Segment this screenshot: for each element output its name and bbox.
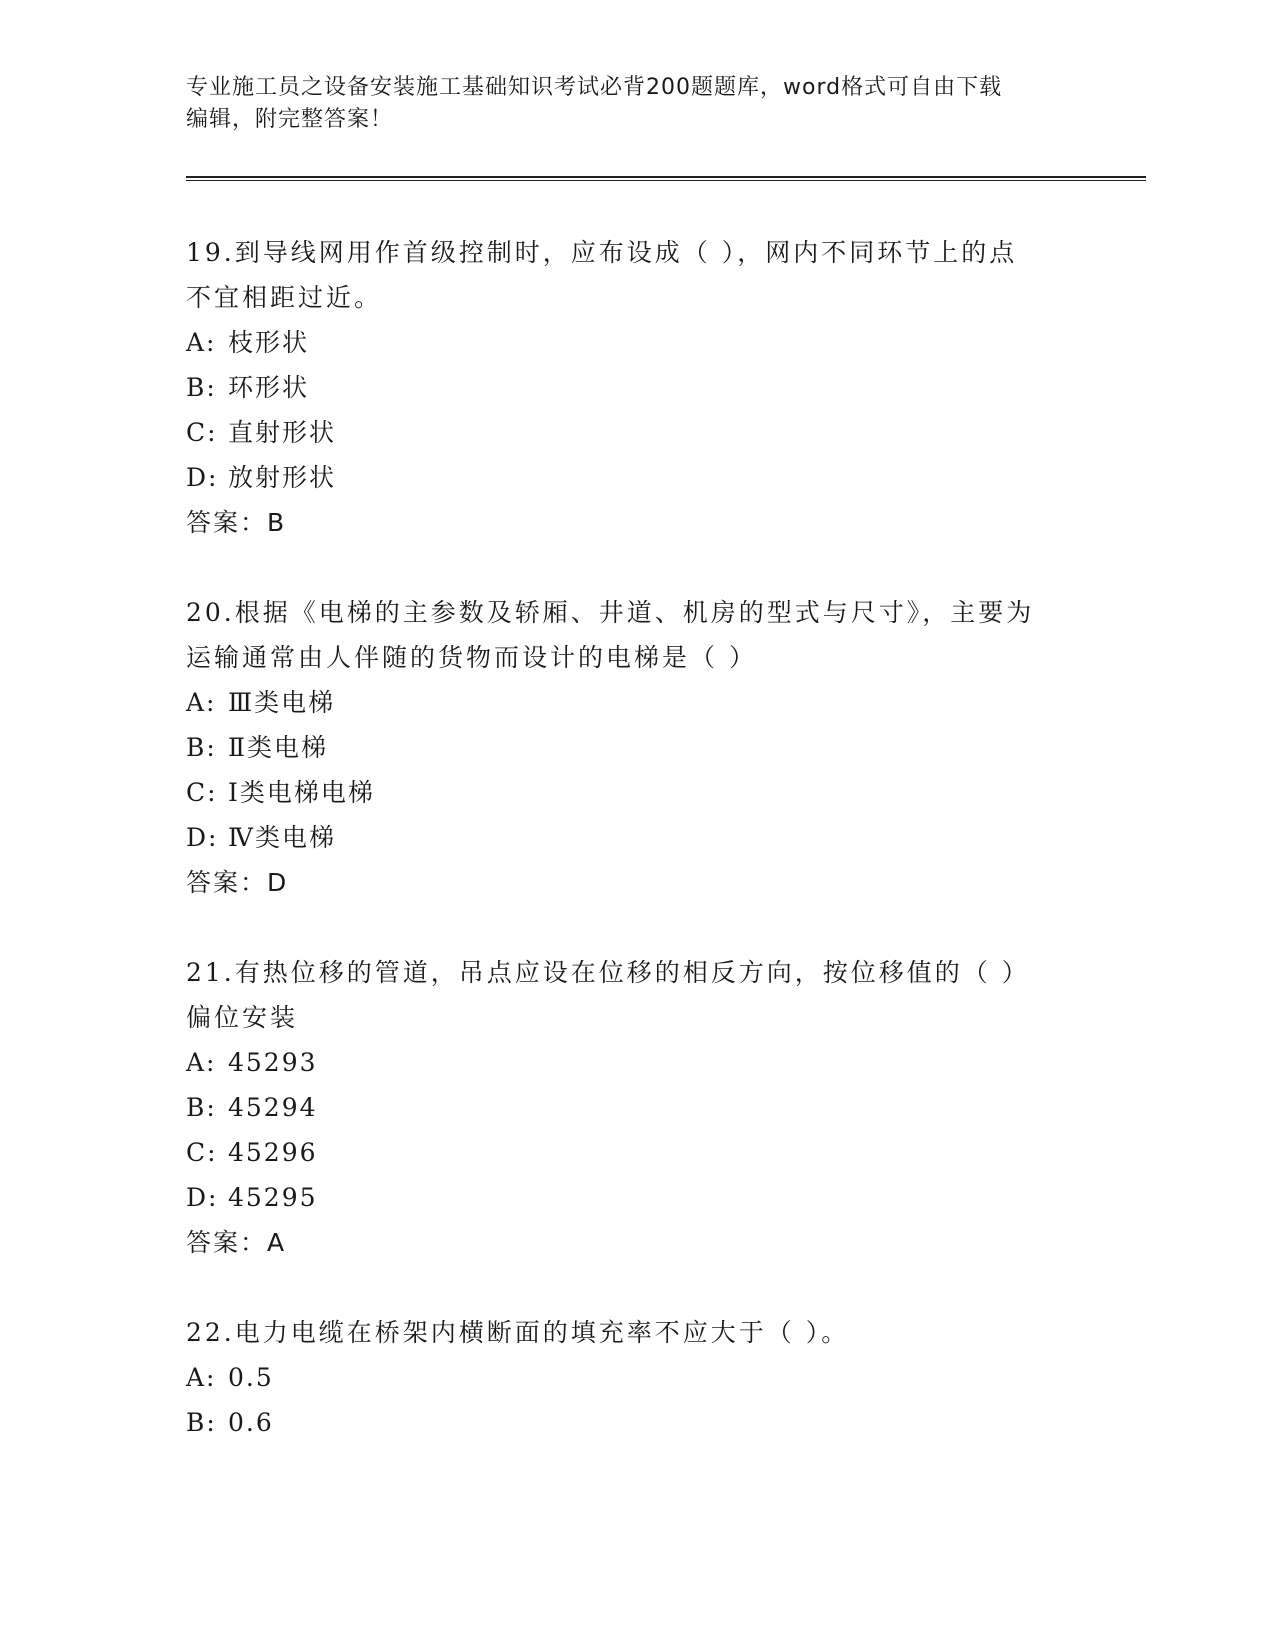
header-line-2: 编辑，附完整答案！ — [186, 107, 394, 132]
option-text: 直射形状 — [228, 418, 337, 447]
option-letter: A: — [186, 1363, 217, 1392]
option-b — [186, 725, 1146, 770]
option-letter: D: — [186, 1183, 219, 1212]
answer-label: 答案： — [186, 1228, 268, 1257]
question-20 — [186, 590, 1146, 905]
option-text: Ⅲ类电梯 — [228, 688, 336, 717]
option-letter: C: — [186, 778, 218, 807]
option-text: 枝形状 — [228, 328, 310, 357]
stem-line-1: 19.到导线网用作首级控制时，应布设成（ ），网内不同环节上的点 — [186, 238, 1018, 267]
option-c — [186, 770, 1146, 815]
option-c — [186, 410, 1146, 455]
option-letter: A: — [186, 688, 217, 717]
stem-line-2: 偏位安装 — [186, 1003, 299, 1032]
answer-line — [186, 1220, 1146, 1265]
option-b — [186, 365, 1146, 410]
option-text: Ⅳ类电梯 — [228, 823, 336, 852]
answer-value: B — [267, 508, 287, 537]
option-text: 45296 — [228, 1138, 318, 1167]
answer-label: 答案： — [186, 508, 268, 537]
option-text: 45294 — [228, 1093, 318, 1122]
option-letter: A: — [186, 1048, 217, 1077]
question-22 — [186, 1310, 1146, 1445]
answer-line — [186, 860, 1146, 905]
option-letter: B: — [186, 1408, 217, 1437]
question-stem — [186, 1310, 1066, 1355]
option-letter: C: — [186, 1138, 218, 1167]
option-letter: B: — [186, 373, 217, 402]
option-letter: D: — [186, 463, 219, 492]
option-d — [186, 1175, 1146, 1220]
header-line-1: 专业施工员之设备安装施工基础知识考试必背200题题库，word格式可自由下载 — [186, 75, 1003, 100]
option-d — [186, 455, 1146, 500]
answer-label: 答案： — [186, 868, 268, 897]
option-text: 放射形状 — [228, 463, 337, 492]
option-c — [186, 1130, 1146, 1175]
answer-value: A — [267, 1228, 287, 1257]
option-text: Ⅱ类电梯 — [228, 733, 328, 762]
option-a — [186, 1040, 1146, 1085]
option-b — [186, 1085, 1146, 1130]
stem-line-1: 21.有热位移的管道，吊点应设在位移的相反方向，按位移值的（ ） — [186, 958, 1030, 987]
question-21 — [186, 950, 1146, 1265]
answer-line — [186, 500, 1146, 545]
option-text: 0.5 — [228, 1363, 274, 1392]
option-text: Ⅰ类电梯电梯 — [228, 778, 375, 807]
option-a — [186, 680, 1146, 725]
option-a — [186, 1355, 1146, 1400]
option-text: 45295 — [228, 1183, 318, 1212]
question-stem — [186, 230, 1066, 320]
option-a — [186, 320, 1146, 365]
option-text: 0.6 — [228, 1408, 274, 1437]
stem-line-1: 22.电力电缆在桥架内横断面的填充率不应大于（ ）。 — [186, 1318, 850, 1347]
answer-value: D — [267, 868, 289, 897]
question-stem — [186, 950, 1066, 1040]
option-letter: D: — [186, 823, 219, 852]
stem-line-2: 运输通常由人伴随的货物而设计的电梯是（ ） — [186, 643, 757, 672]
option-text: 环形状 — [228, 373, 310, 402]
header-divider — [186, 176, 1146, 181]
stem-line-2: 不宜相距过近。 — [186, 283, 383, 312]
option-text: 45293 — [228, 1048, 318, 1077]
stem-line-1: 20.根据《电梯的主参数及轿厢、井道、机房的型式与尺寸》，主要为 — [186, 598, 1035, 627]
option-letter: B: — [186, 1093, 217, 1122]
option-letter: B: — [186, 733, 217, 762]
question-list — [186, 230, 1146, 1490]
question-19 — [186, 230, 1146, 545]
option-d — [186, 815, 1146, 860]
question-stem — [186, 590, 1066, 680]
option-letter: C: — [186, 418, 218, 447]
option-b — [186, 1400, 1146, 1445]
document-header — [186, 72, 1066, 136]
option-letter: A: — [186, 328, 217, 357]
